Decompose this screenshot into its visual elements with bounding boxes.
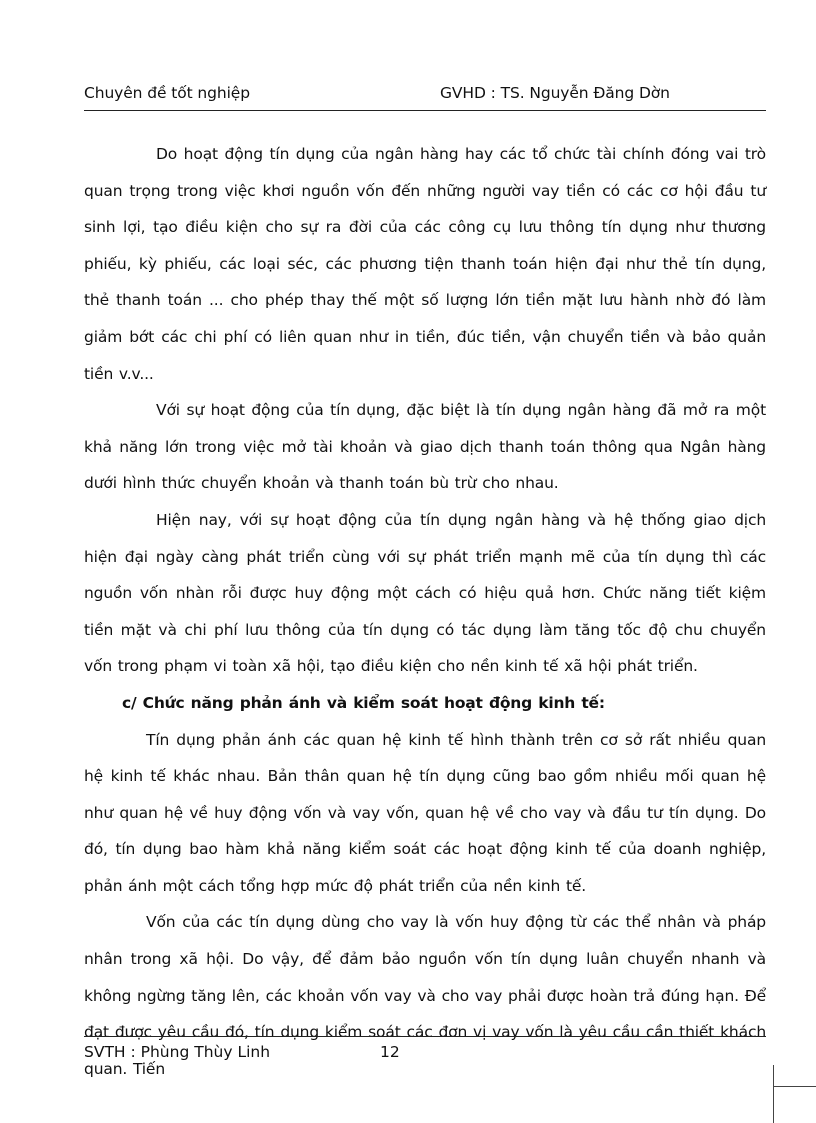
page-number: 12 [380,1043,400,1061]
footer-student-name: SVTH : Phùng Thùy Linh [84,1043,271,1061]
footer-divider [84,1036,766,1037]
header-supervisor: GVHD : TS. Nguyễn Đăng Dờn [440,84,670,102]
crop-mark-horizontal [773,1086,816,1087]
paragraph: Hiện nay, với sự hoạt động của tín dụng ngân hàng và hệ thống giao dịch hiện đại ngày càng phát triển cùng với sự phát triển mạnh mẽ của tín dụng thì các nguồn vốn nhàn rỗi được huy động một cách có hiệu quả hơn. Chức năng tiết kiệm tiền mặt và chi phí lưu thông của tín dụng có tác dụng làm tăng tốc độ chu chuyển vốn trong phạm vi toàn xã hội, tạo điều kiện cho nền kinh tế xã hội phát triển. [84,510,766,676]
paragraph: Vốn của các tín dụng dùng cho vay là vốn huy động từ các thể nhân và pháp nhân trong xã hội. Do vậy, để đảm bảo nguồn vốn tín dụng luân chuyển nhanh và không ngừng tăng lên, các khoản vốn vay và cho vay phải được hoàn trả đúng hạn. Để đạt được yêu cầu đó, tín dụng kiểm soát các đơn vị vay vốn là yêu cầu cần thiết khách quan. Tiến [84,913,766,1078]
page-header [84,82,766,108]
paragraph: Tín dụng phản ánh các quan hệ kinh tế hình thành trên cơ sở rất nhiều quan hệ kinh tế khác nhau. Bản thân quan hệ tín dụng cũng bao gồm nhiều mối quan hệ như quan hệ về huy động vốn và vay vốn, quan hệ về cho vay và đầu tư tín dụng. Do đó, tín dụng bao hàm khả năng kiểm soát các hoạt động kinh tế của doanh nghiệp, phản ánh một cách tổng hợp mức độ phát triển của nền kinh tế. [84,730,766,895]
body-text [84,136,766,1087]
page-footer [84,1043,766,1067]
paragraph: Do hoạt động tín dụng của ngân hàng hay các tổ chức tài chính đóng vai trò quan trọng trong việc khơi nguồn vốn đến những người vay tiền có các cơ hội đầu tư sinh lợi, tạo điều kiện cho sự ra đời của các công cụ lưu thông tín dụng như thương phiếu, kỳ phiếu, các loại séc, các phương tiện thanh toán hiện đại như thẻ tín dụng, thẻ thanh toán ... cho phép thay thế một số lượng lớn tiền mặt lưu hành nhờ đó làm giảm bớt các chi phí có liên quan như in tiền, đúc tiền, vận chuyển tiền và bảo quản tiền v.v... [84,145,766,383]
header-divider [84,110,766,111]
paragraph: Với sự hoạt động của tín dụng, đặc biệt là tín dụng ngân hàng đã mở ra một khả năng lớn trong việc mở tài khoản và giao dịch thanh toán thông qua Ngân hàng dưới hình thức chuyển khoản và thanh toán bù trừ cho nhau. [84,401,766,493]
header-document-type: Chuyên đề tốt nghiệp [84,84,250,102]
crop-mark-vertical [773,1065,774,1123]
section-heading: c/ Chức năng phản ánh và kiểm soát hoạt động kinh tế: [122,693,605,712]
